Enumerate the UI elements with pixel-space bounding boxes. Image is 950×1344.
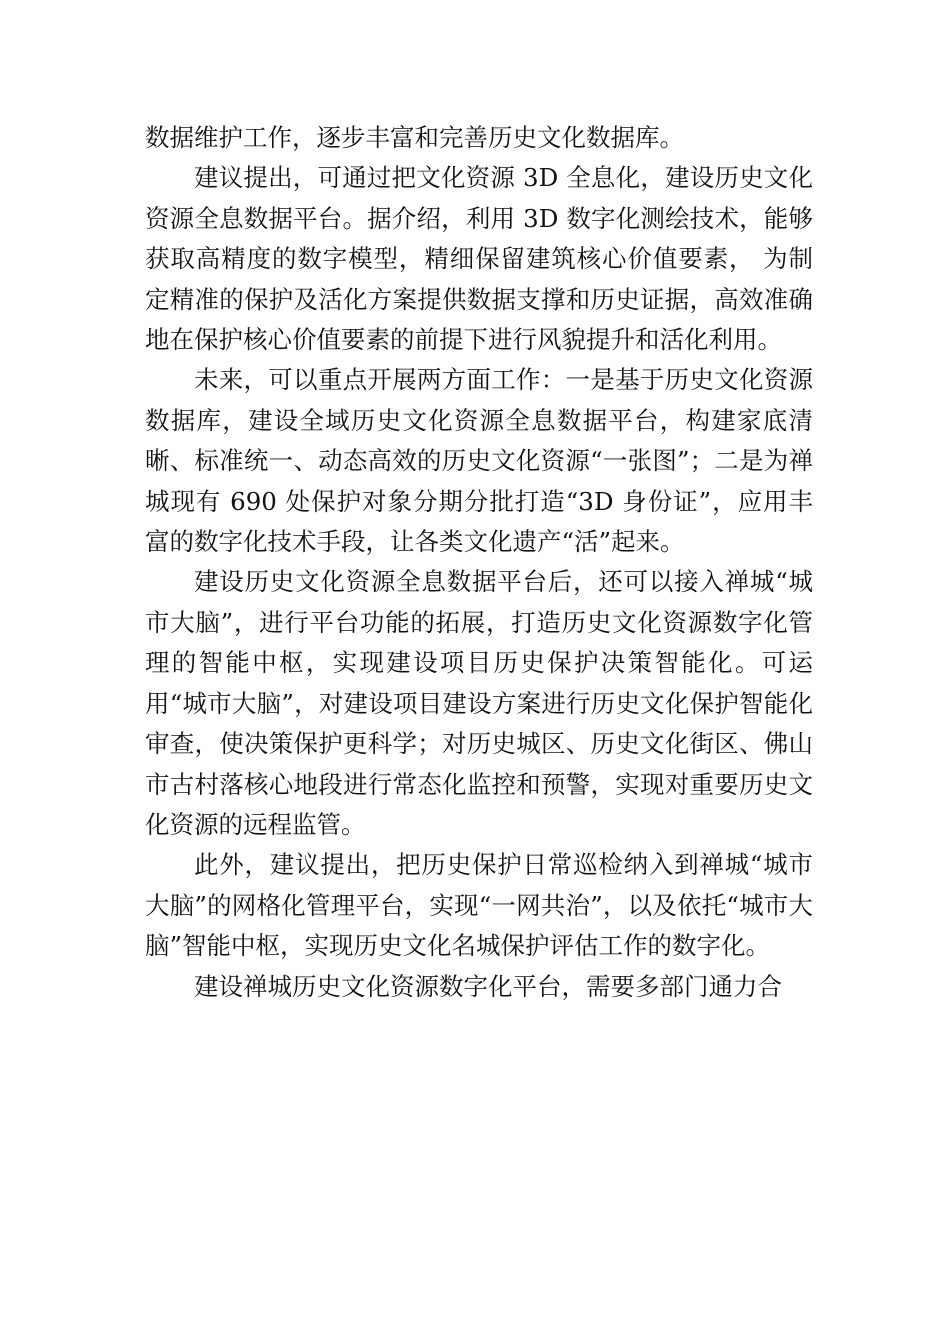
article-body	[145, 118, 813, 1007]
paragraph-2: 建议提出，可通过把文化资源 3D 全息化，建设历史文化资源全息数据平台。据介绍，利用 3D 数字化测绘技术，能够获取高精度的数字模型，精细保留建筑核心价值要素， 为制定精准的保护及活化方案提供数据支撑和历史证据，高效准确地在保护核心价值要素的前提下进行风貌提升和活化利用。	[145, 163, 813, 355]
paragraph-6: 建设禅城历史文化资源数字化平台，需要多部门通力合	[194, 971, 782, 1001]
paragraph-3: 未来，可以重点开展两方面工作：一是基于历史文化资源数据库，建设全域历史文化资源全息数据平台，构建家底清晰、标准统一、动态高效的历史文化资源“一张图”；二是为禅城现有 690 处保护对象分期分批打造“3D 身份证”，应用丰富的数字化技术手段，让各类文化遗产“活”起来。	[145, 365, 813, 557]
paragraph-4: 建设历史文化资源全息数据平台后，还可以接入禅城“城市大脑”，进行平台功能的拓展，打造历史文化资源数字化管理的智能中枢，实现建设项目历史保护决策智能化。可运用“城市大脑”，对建设项目建设方案进行历史文化保护智能化审查，使决策保护更科学；对历史城区、历史文化街区、佛山市古村落核心地段进行常态化监控和预警，实现对重要历史文化资源的远程监管。	[145, 567, 813, 839]
paragraph-1: 数据维护工作，逐步丰富和完善历史文化数据库。	[145, 123, 684, 152]
paragraph-5: 此外，建议提出，把历史保护日常巡检纳入到禅城“城市大脑”的网格化管理平台，实现“一网共治”，以及依托“城市大脑”智能中枢，实现历史文化名城保护评估工作的数字化。	[145, 850, 813, 961]
